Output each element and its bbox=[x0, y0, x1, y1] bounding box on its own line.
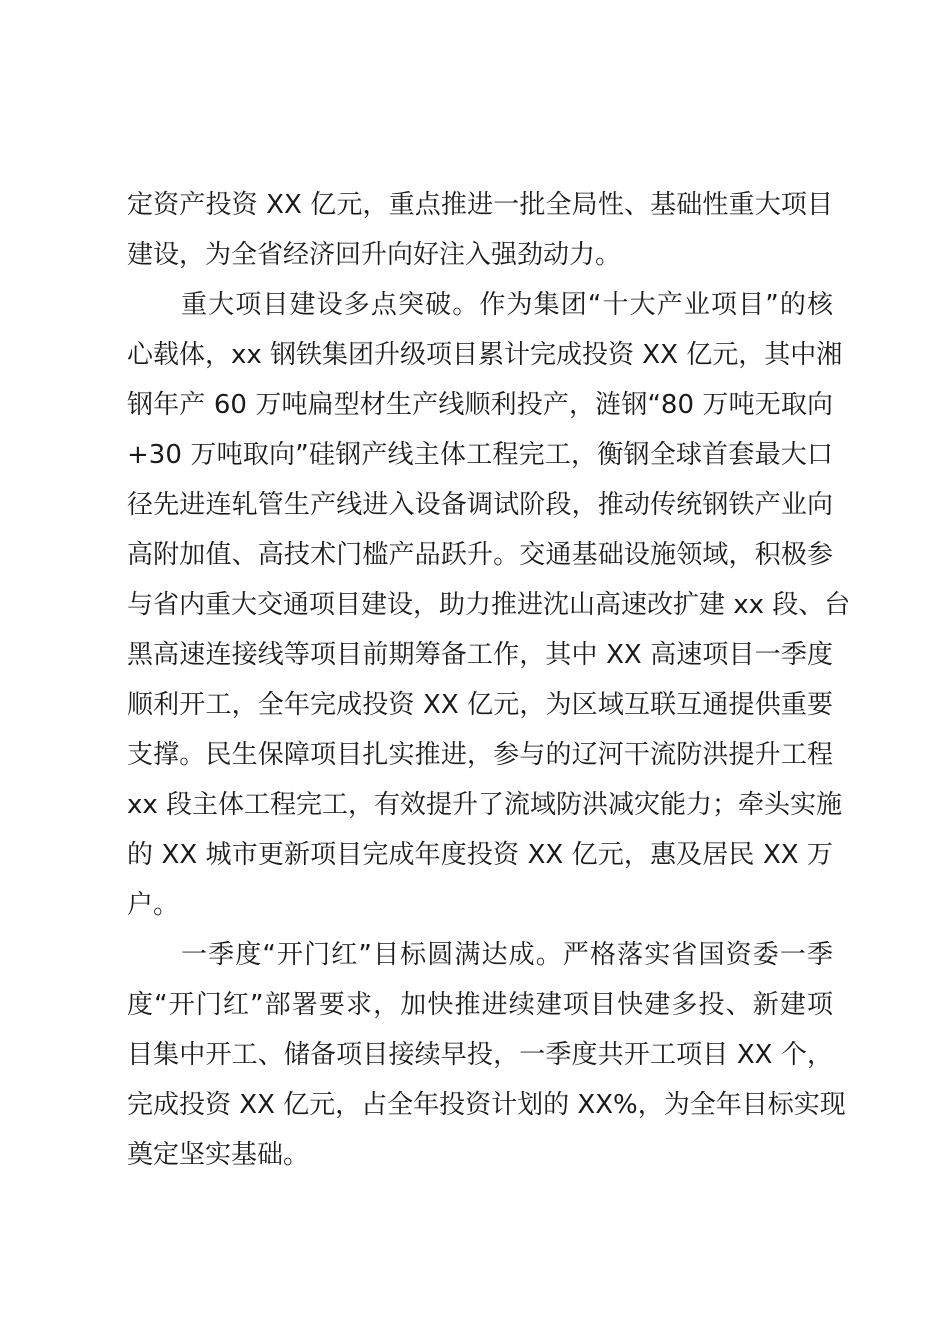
text-line: 定资产投资 XX 亿元，重点推进一批全局性、基础性重大项目 bbox=[127, 190, 833, 220]
text-line: 户。 bbox=[127, 890, 180, 920]
paragraph-first-quarter bbox=[127, 933, 846, 1183]
text-line: 高附加值、高技术门槛产品跃升。交通基础设施领域，积极参 bbox=[127, 540, 833, 570]
text-line: 黑高速连接线等项目前期筹备工作，其中 XX 高速项目一季度 bbox=[127, 640, 833, 670]
text-line: 一季度“开门红”目标圆满达成。严格落实省国资委一季 bbox=[181, 940, 833, 970]
text-line: 钢年产 60 万吨扁型材生产线顺利投产，涟钢“80 万吨无取向 bbox=[127, 390, 833, 420]
text-line: 顺利开工，全年完成投资 XX 亿元，为区域互联互通提供重要 bbox=[127, 690, 833, 720]
text-line: 支撑。民生保障项目扎实推进，参与的辽河干流防洪提升工程 bbox=[127, 740, 833, 770]
text-line: xx 段主体工程完工，有效提升了流域防洪减灾能力；牵头实施 bbox=[127, 790, 843, 820]
text-line: 心载体，xx 钢铁集团升级项目累计完成投资 XX 亿元，其中湘 bbox=[127, 340, 843, 370]
text-line: 完成投资 XX 亿元，占全年投资计划的 XX%，为全年目标实现 bbox=[127, 1090, 846, 1120]
paragraph-investment-summary bbox=[127, 183, 833, 283]
text-line: 与省内重大交通项目建设，助力推进沈山高速改扩建 xx 段、台 bbox=[127, 590, 851, 620]
text-line: +30 万吨取向”硅钢产线主体工程完工，衡钢全球首套最大口 bbox=[127, 440, 833, 470]
text-line: 度“开门红”部署要求，加快推进续建项目快建多投、新建项 bbox=[127, 990, 833, 1020]
text-line: 重大项目建设多点突破。作为集团“十大产业项目”的核 bbox=[181, 290, 833, 320]
text-line: 径先进连轧管生产线进入设备调试阶段，推动传统钢铁产业向 bbox=[127, 490, 833, 520]
document-body bbox=[127, 183, 851, 1183]
text-line: 奠定坚实基础。 bbox=[127, 1140, 310, 1170]
text-line: 建设，为全省经济回升向好注入强劲动力。 bbox=[127, 240, 622, 270]
text-line: 目集中开工、储备项目接续早投，一季度共开工项目 XX 个， bbox=[127, 1040, 833, 1070]
text-line: 的 XX 城市更新项目完成年度投资 XX 亿元，惠及居民 XX 万 bbox=[127, 840, 833, 870]
paragraph-major-projects bbox=[127, 283, 851, 933]
